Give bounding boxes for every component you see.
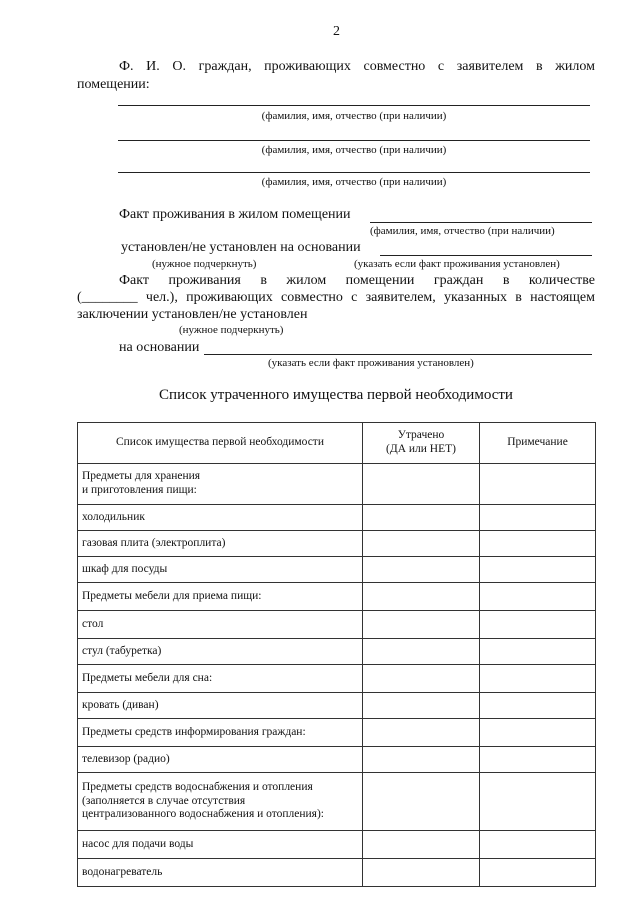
table-row bbox=[78, 557, 596, 583]
note-cell[interactable] bbox=[480, 557, 596, 583]
table-row bbox=[78, 719, 596, 747]
fio-caption-1: (фамилия, имя, отчество (при наличии) bbox=[261, 110, 447, 122]
item-cell: стол bbox=[78, 611, 363, 639]
residents-heading: Ф. И. О. граждан, проживающих совместно с заявителем в жилом bbox=[119, 59, 595, 74]
table-row bbox=[78, 693, 596, 719]
living-label: Факт проживания в жилом помещении bbox=[119, 207, 351, 222]
lost-cell[interactable] bbox=[363, 665, 480, 693]
page-number: 2 bbox=[333, 24, 340, 39]
note-cell[interactable] bbox=[480, 831, 596, 859]
table-row bbox=[78, 531, 596, 557]
item-cell: газовая плита (электроплита) bbox=[78, 531, 363, 557]
list-title: Список утраченного имущества первой необходимости bbox=[159, 387, 513, 403]
note-cell[interactable] bbox=[480, 464, 596, 505]
residents-heading-cont: помещении: bbox=[77, 77, 150, 92]
specify-note: (указать если факт проживания установлен) bbox=[354, 258, 560, 270]
lost-cell[interactable] bbox=[363, 773, 480, 831]
item-cell: кровать (диван) bbox=[78, 693, 363, 719]
living-caption: (фамилия, имя, отчество (при наличии) bbox=[370, 225, 555, 237]
note-cell[interactable] bbox=[480, 719, 596, 747]
lost-cell[interactable] bbox=[363, 531, 480, 557]
fio-line-3[interactable] bbox=[118, 172, 590, 173]
basis-label: на основании bbox=[119, 340, 200, 355]
table-row bbox=[78, 505, 596, 531]
item-cell: Предметы для хранения и приготовления пищи: bbox=[78, 464, 363, 505]
note-cell[interactable] bbox=[480, 747, 596, 773]
note-cell[interactable] bbox=[480, 505, 596, 531]
header-note bbox=[480, 423, 596, 464]
lost-cell[interactable] bbox=[363, 611, 480, 639]
lost-cell[interactable] bbox=[363, 719, 480, 747]
lost-cell[interactable] bbox=[363, 831, 480, 859]
item-cell: холодильник bbox=[78, 505, 363, 531]
fio-caption-2: (фамилия, имя, отчество (при наличии) bbox=[261, 144, 447, 156]
underline-note: (нужное подчеркнуть) bbox=[152, 258, 257, 270]
lost-cell[interactable] bbox=[363, 464, 480, 505]
fio-caption-3: (фамилия, имя, отчество (при наличии) bbox=[261, 176, 447, 188]
lost-cell[interactable] bbox=[363, 639, 480, 665]
living-line[interactable] bbox=[370, 222, 592, 223]
note-cell[interactable] bbox=[480, 611, 596, 639]
lost-cell[interactable] bbox=[363, 557, 480, 583]
table-row bbox=[78, 583, 596, 611]
note-cell[interactable] bbox=[480, 859, 596, 887]
lost-cell[interactable] bbox=[363, 583, 480, 611]
note-cell[interactable] bbox=[480, 531, 596, 557]
note-cell[interactable] bbox=[480, 639, 596, 665]
lost-cell[interactable] bbox=[363, 859, 480, 887]
fio-line-1[interactable] bbox=[118, 105, 590, 106]
item-cell: водонагреватель bbox=[78, 859, 363, 887]
table-row bbox=[78, 639, 596, 665]
lost-cell[interactable] bbox=[363, 693, 480, 719]
count-line-3: заключении установлен/не установлен bbox=[77, 307, 308, 322]
fio-line-2[interactable] bbox=[118, 140, 590, 141]
item-cell: телевизор (радио) bbox=[78, 747, 363, 773]
item-cell: насос для подачи воды bbox=[78, 831, 363, 859]
header-items bbox=[78, 423, 363, 464]
header-lost-text: Утрачено (ДА или НЕТ) bbox=[386, 429, 456, 455]
header-lost bbox=[363, 423, 480, 464]
note-cell[interactable] bbox=[480, 693, 596, 719]
count-line-1: Факт проживания в жилом помещении граждан в количестве bbox=[119, 273, 595, 288]
item-cell: Предметы мебели для сна: bbox=[78, 665, 363, 693]
basis-line[interactable] bbox=[204, 354, 592, 355]
note-cell[interactable] bbox=[480, 583, 596, 611]
assets-table bbox=[77, 422, 596, 887]
assets-body bbox=[78, 464, 596, 887]
table-row bbox=[78, 611, 596, 639]
table-row bbox=[78, 665, 596, 693]
table-row bbox=[78, 831, 596, 859]
item-cell: Предметы мебели для приема пищи: bbox=[78, 583, 363, 611]
established-line[interactable] bbox=[380, 255, 592, 256]
table-row bbox=[78, 859, 596, 887]
count-line-2: (________ чел.), проживающих совместно с заявителем, указанных в настоящем bbox=[77, 290, 595, 305]
lost-cell[interactable] bbox=[363, 505, 480, 531]
established-label: установлен/не установлен на основании bbox=[121, 240, 361, 255]
table-row bbox=[78, 773, 596, 831]
item-cell: Предметы средств информирования граждан: bbox=[78, 719, 363, 747]
lost-cell[interactable] bbox=[363, 747, 480, 773]
table-header-row bbox=[78, 423, 596, 464]
item-cell: Предметы средств водоснабжения и отопления (заполняется в случае отсутствия централизованного водоснабжения и отопления): bbox=[78, 773, 363, 831]
header-note-text: Примечание bbox=[507, 436, 568, 449]
item-cell: стул (табуретка) bbox=[78, 639, 363, 665]
note-cell[interactable] bbox=[480, 665, 596, 693]
underline-note-2: (нужное подчеркнуть) bbox=[179, 324, 284, 336]
table-row bbox=[78, 747, 596, 773]
header-items-text: Список имущества первой необходимости bbox=[115, 436, 324, 449]
note-cell[interactable] bbox=[480, 773, 596, 831]
table-row bbox=[78, 464, 596, 505]
item-cell: шкаф для посуды bbox=[78, 557, 363, 583]
specify-note-2: (указать если факт проживания установлен) bbox=[268, 357, 474, 369]
